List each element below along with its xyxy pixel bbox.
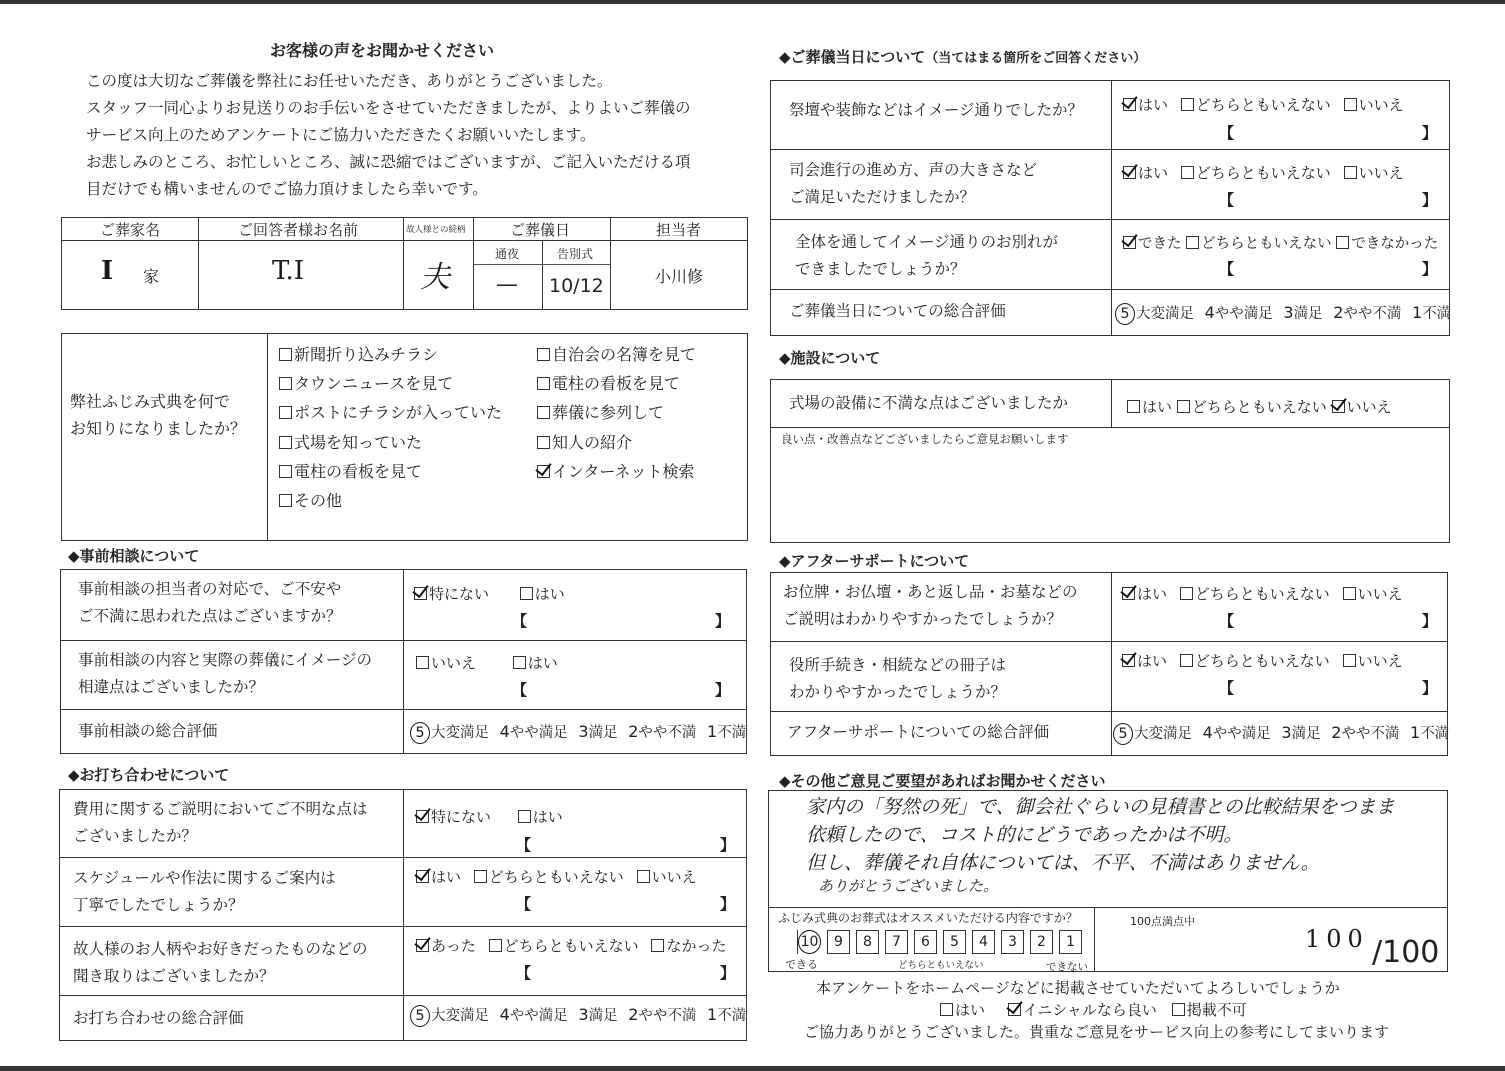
bracket-close: 】 <box>720 964 736 982</box>
source-question <box>70 388 246 442</box>
option[interactable]: はい <box>416 868 461 886</box>
option[interactable]: いいえ <box>1344 164 1404 182</box>
checkbox-icon[interactable] <box>537 436 550 449</box>
checkbox-icon[interactable] <box>1336 236 1349 249</box>
option[interactable]: どちらともいえない <box>489 937 639 955</box>
intro-line: スタッフ一同心よりお見送りのお手伝いをさせていただきましたが、よりよいご葬儀の <box>86 99 691 117</box>
meeting-overall-label: お打ち合わせの総合評価 <box>73 1009 244 1027</box>
bracket-close: 】 <box>720 836 736 854</box>
intro-line: お悲しみのところ、お忙しいところ、誠に恐縮ではございますが、ご記入いただける項 <box>86 153 691 171</box>
after-support-heading: ◆アフターサポートについて <box>779 552 970 570</box>
option[interactable]: はい <box>940 1001 985 1019</box>
option[interactable]: 特にない <box>416 808 491 826</box>
option[interactable]: はい <box>520 585 565 603</box>
consultation-q2: 事前相談の内容と実際の葬儀にイメージの 相違点はございましたか？ <box>78 651 373 696</box>
checkbox-icon[interactable] <box>279 436 292 449</box>
intro-line: サービス向上のためアンケートにご協力いただきたくお願いいたします。 <box>86 126 596 144</box>
option[interactable]: どちらともいえない <box>1177 398 1327 416</box>
facility-q1-options <box>1127 396 1392 417</box>
source-option[interactable]: ポストにチラシが入っていた <box>279 398 502 427</box>
selected-rating[interactable]: 5 <box>1115 303 1135 325</box>
option[interactable]: どちらともいえない <box>474 868 624 886</box>
family-value: I <box>101 256 114 286</box>
option[interactable]: はい <box>1123 164 1168 182</box>
option[interactable]: はい <box>1122 652 1167 670</box>
handwritten-line: 依頼したので、コスト的にどうであったかは不明。 <box>806 824 1243 846</box>
funeral-day-q2: 司会進行の進め方、声の大きさなど ご満足いただけましたか？ <box>789 161 1038 206</box>
checkbox-icon[interactable] <box>474 870 487 883</box>
staff-label: 担当者 <box>656 221 702 239</box>
funeral-day-q1: 祭壇や装飾などはイメージ通りでしたか？ <box>789 101 1084 119</box>
source-option[interactable]: 電柱の看板を見て <box>537 369 696 398</box>
meeting-q3-options <box>416 935 726 956</box>
meeting-q2-options <box>416 866 697 887</box>
checkbox-icon[interactable] <box>1181 166 1194 179</box>
intro-line: 目だけでも構いませんのでご協力頂けましたら幸いです。 <box>86 180 488 198</box>
checkbox-icon[interactable] <box>651 939 664 952</box>
funeral-label: 告別式 <box>557 247 594 261</box>
bracket-open: 【 <box>512 681 528 699</box>
option[interactable]: はい <box>1127 398 1172 416</box>
bracket-close: 】 <box>1422 124 1438 142</box>
bracket-open: 【 <box>1219 260 1235 278</box>
bracket-close: 】 <box>1422 260 1438 278</box>
handwritten-line: 但し、葬儀それ自体については、不平、不満はありません。 <box>806 852 1320 874</box>
family-label: ご葬家名 <box>100 221 161 239</box>
consultation-q1-options <box>414 583 565 604</box>
source-option[interactable]: 葬儀に参列して <box>537 398 696 427</box>
checkbox-checked-icon[interactable] <box>1008 1003 1021 1016</box>
meeting-q2: スケジュールや作法に関するご案内は 丁寧でしたでしょうか？ <box>73 869 336 914</box>
recommend-scale[interactable] <box>797 930 1082 954</box>
recommend-option[interactable]: 3 <box>1001 930 1024 954</box>
option[interactable]: なかった <box>651 937 726 955</box>
top-border <box>0 0 1505 4</box>
intro-line: この度は大切なご葬儀を弊社にお任せいただき、ありがとうございました。 <box>86 72 613 90</box>
bracket-close: 】 <box>1422 679 1438 697</box>
checkbox-icon[interactable] <box>940 1003 953 1016</box>
option[interactable]: どちらともいえない <box>1180 585 1330 603</box>
selected-rating[interactable]: 5 <box>1113 723 1133 745</box>
bracket-open: 【 <box>512 612 528 630</box>
selected-rating[interactable]: 5 <box>410 1005 430 1027</box>
bracket-close: 】 <box>715 612 731 630</box>
respondent-value: T.I <box>272 256 305 286</box>
bracket-open: 【 <box>1219 612 1235 630</box>
wake-label: 通夜 <box>495 247 520 261</box>
option[interactable]: どちらともいえない <box>1180 652 1330 670</box>
option[interactable]: いいえ <box>1332 398 1392 416</box>
bracket-close: 】 <box>1422 191 1438 209</box>
rating-scale[interactable]: 5 大変満足 4やや満足 3満足 2やや不満 1不満 <box>1115 302 1451 325</box>
family-suffix: 家 <box>143 267 160 286</box>
checkbox-checked-icon[interactable] <box>1332 400 1345 413</box>
checkbox-icon[interactable] <box>1344 98 1357 111</box>
recommend-option[interactable]: 5 <box>943 930 966 954</box>
option[interactable]: いいえ <box>1344 96 1404 114</box>
meeting-heading: ◆お打ち合わせについて <box>68 766 230 784</box>
handwritten-line: 家内の「努然の死」で、御会社ぐらいの見積書との比較結果をつまま <box>806 796 1395 818</box>
info-table <box>61 217 748 310</box>
relation-value: 夫 <box>420 260 450 295</box>
handwritten-comment <box>806 793 1395 895</box>
checkbox-icon[interactable] <box>279 406 292 419</box>
bracket-open: 【 <box>516 836 532 854</box>
bottom-border <box>0 1066 1505 1071</box>
recommend-option-selected[interactable]: 10 <box>798 930 821 954</box>
funeral-day-q1-options <box>1123 94 1404 115</box>
checkbox-icon[interactable] <box>1181 98 1194 111</box>
recommend-option[interactable]: 7 <box>885 930 908 954</box>
score-max: /100 <box>1372 935 1440 970</box>
option[interactable]: 特にない <box>414 585 489 603</box>
option[interactable]: できた <box>1123 236 1182 252</box>
checkbox-icon[interactable] <box>537 406 550 419</box>
option[interactable]: どちらともいえない <box>1186 236 1332 252</box>
checkbox-icon[interactable] <box>489 939 502 952</box>
option[interactable]: 掲載不可 <box>1172 1001 1247 1019</box>
option[interactable]: いいえ <box>1343 585 1403 603</box>
checkbox-icon[interactable] <box>279 494 292 507</box>
selected-rating[interactable]: 5 <box>410 722 430 744</box>
bracket-open: 【 <box>1219 191 1235 209</box>
checkbox-checked-icon[interactable] <box>414 587 427 600</box>
meeting-q1: 費用に関するご説明においてご不明な点は ございましたか？ <box>73 800 368 845</box>
option[interactable]: はい <box>518 808 563 826</box>
checkbox-icon[interactable] <box>1177 400 1190 413</box>
source-option[interactable]: その他 <box>279 486 502 515</box>
option[interactable]: いいえ <box>637 868 697 886</box>
thanks-text: ご協力ありがとうございました。貴重なご意見をサービス向上の参考にしてまいります <box>804 1023 1390 1041</box>
funeral-day-heading: ◆ご葬儀当日について（当てはまる箇所をご回答ください） <box>779 48 1147 66</box>
checkbox-icon[interactable] <box>1172 1003 1185 1016</box>
bracket-open: 【 <box>1219 124 1235 142</box>
meeting-q1-options <box>416 806 563 827</box>
source-option[interactable]: 知人の紹介 <box>537 428 696 457</box>
checkbox-icon[interactable] <box>1343 587 1356 600</box>
checkbox-checked-icon[interactable] <box>416 939 429 952</box>
score-value: 100 <box>1305 925 1369 953</box>
funeral-day-overall-label: ご葬儀当日についての総合評価 <box>789 302 1006 320</box>
recommend-option[interactable]: 2 <box>1030 930 1053 954</box>
checkbox-icon[interactable] <box>1343 654 1356 667</box>
handwritten-line: ありがとうございました。 <box>818 877 999 895</box>
other-heading: ◆その他ご意見ご要望があればお聞かせください <box>779 772 1106 790</box>
rating-scale[interactable]: 5 大変満足 4やや満足 3満足 2やや不満 1不満 <box>410 1004 746 1027</box>
checkbox-checked-icon[interactable] <box>416 870 429 883</box>
checkbox-icon[interactable] <box>279 377 292 390</box>
checkbox-icon[interactable] <box>1127 400 1140 413</box>
wake-value: — <box>496 272 518 297</box>
funeral-day-q2-options <box>1123 162 1404 183</box>
recommend-option[interactable]: 8 <box>856 930 879 954</box>
source-option[interactable]: 式場を知っていた <box>279 428 502 457</box>
checkbox-checked-icon[interactable] <box>537 465 550 478</box>
bracket-open: 【 <box>516 964 532 982</box>
staff-value: 小川修 <box>655 267 704 286</box>
source-question-line: 弊社ふじみ式典を何で <box>70 392 231 411</box>
checkbox-icon[interactable] <box>513 656 526 669</box>
consultation-q2-options <box>416 652 558 673</box>
score-label: 100点満点中 <box>1130 915 1195 928</box>
rating-scale[interactable]: 5 大変満足 4やや満足 3満足 2やや不満 1不満 <box>1113 722 1449 745</box>
publish-options <box>940 999 1247 1020</box>
checkbox-icon[interactable] <box>537 348 550 361</box>
meeting-q3: 故人様のお人柄やお好きだったものなどの 聞き取りはございましたか？ <box>73 940 368 985</box>
source-question-line: お知りになりましたか？ <box>70 419 247 438</box>
bracket-close: 】 <box>715 681 731 699</box>
consultation-q1: 事前相談の担当者の対応で、ご不安や ご不満に思われた点はございますか？ <box>78 580 342 625</box>
option[interactable]: いいえ <box>416 654 476 672</box>
option[interactable]: はい <box>513 654 558 672</box>
rating-scale[interactable]: 5 大変満足 4やや満足 3満足 2やや不満 1不満 <box>410 721 746 744</box>
recommend-option[interactable]: 9 <box>827 930 850 954</box>
source-options-right <box>537 340 696 486</box>
recommend-left-label: できる <box>785 958 818 971</box>
checkbox-checked-icon[interactable] <box>1122 654 1135 667</box>
source-options-left <box>279 340 502 515</box>
checkbox-icon[interactable] <box>279 348 292 361</box>
intro-text <box>86 68 736 203</box>
facility-heading: ◆施設について <box>779 349 881 367</box>
checkbox-checked-icon[interactable] <box>1123 166 1136 179</box>
respondent-label: ご回答者様お名前 <box>238 221 359 239</box>
recommend-mid-label: どちらともいえない <box>898 960 984 971</box>
recommend-option[interactable]: 6 <box>914 930 937 954</box>
source-option[interactable]: インターネット検索 <box>537 457 696 486</box>
after-support-q2-options <box>1122 650 1403 671</box>
bracket-close: 】 <box>1422 612 1438 630</box>
after-support-overall-label: アフターサポートについての総合評価 <box>787 723 1050 741</box>
checkbox-icon[interactable] <box>520 587 533 600</box>
checkbox-icon[interactable] <box>1180 587 1193 600</box>
option[interactable]: いいえ <box>1343 652 1403 670</box>
funeral-day-q3-options <box>1123 232 1438 253</box>
checkbox-icon[interactable] <box>637 870 650 883</box>
bracket-open: 【 <box>516 895 532 913</box>
option[interactable]: はい <box>1122 585 1167 603</box>
option[interactable]: イニシャルなら良い <box>1008 1001 1157 1019</box>
option[interactable]: どちらともいえない <box>1181 164 1331 182</box>
after-support-q1-options <box>1122 583 1403 604</box>
funeral-day-q3: 全体を通してイメージ通りのお別れが できましたでしょうか？ <box>795 233 1059 278</box>
checkbox-icon[interactable] <box>416 656 429 669</box>
bracket-close: 】 <box>720 895 736 913</box>
facility-comment-label: 良い点・改善点などございましたらご意見お願いします <box>781 432 1069 446</box>
checkbox-icon[interactable] <box>518 810 531 823</box>
checkbox-checked-icon[interactable] <box>1123 98 1136 111</box>
consultation-heading: ◆事前相談について <box>68 547 200 565</box>
checkbox-icon[interactable] <box>1180 654 1193 667</box>
option[interactable]: あった <box>416 937 476 955</box>
page-title: お客様の声をお聞かせください <box>270 41 495 60</box>
facility-q1: 式場の設備に不満な点はございましたか <box>789 394 1069 412</box>
checkbox-checked-icon[interactable] <box>1122 587 1135 600</box>
checkbox-icon[interactable] <box>1186 236 1199 249</box>
option[interactable]: どちらともいえない <box>1181 96 1331 114</box>
bracket-open: 【 <box>1219 679 1235 697</box>
recommend-question: ふじみ式典のお葬式はオススメいただける内容ですか？ <box>778 911 1078 925</box>
recommend-option[interactable]: 4 <box>972 930 995 954</box>
option[interactable]: できなかった <box>1336 236 1438 252</box>
relation-label: 故人様との続柄 <box>406 225 466 235</box>
source-option[interactable]: 新聞折り込みチラシ <box>279 340 502 369</box>
checkbox-icon[interactable] <box>1344 166 1357 179</box>
publish-question: 本アンケートをホームページなどに掲載させていただいてよろしいでしょうか <box>816 979 1340 997</box>
source-option[interactable]: 電柱の看板を見て <box>279 457 502 486</box>
after-support-q2: 役所手続き・相続などの冊子は わかりやすかったでしょうか？ <box>789 656 1007 701</box>
source-option[interactable]: 自治会の名簿を見て <box>537 340 696 369</box>
option[interactable]: はい <box>1123 96 1168 114</box>
recommend-right-label: できない <box>1046 961 1088 973</box>
checkbox-icon[interactable] <box>537 377 550 390</box>
after-support-q1: お位牌・お仏壇・あと返し品・お墓などの ご説明はわかりやすかったでしょうか？ <box>783 583 1078 628</box>
consultation-overall-label: 事前相談の総合評価 <box>78 722 218 740</box>
recommend-option[interactable]: 1 <box>1059 930 1082 954</box>
date-label: ご葬儀日 <box>510 221 571 239</box>
funeral-value: 10/12 <box>549 275 604 297</box>
checkbox-icon[interactable] <box>279 465 292 478</box>
checkbox-checked-icon[interactable] <box>1123 236 1136 249</box>
checkbox-checked-icon[interactable] <box>416 810 429 823</box>
source-option[interactable]: タウンニュースを見て <box>279 369 502 398</box>
